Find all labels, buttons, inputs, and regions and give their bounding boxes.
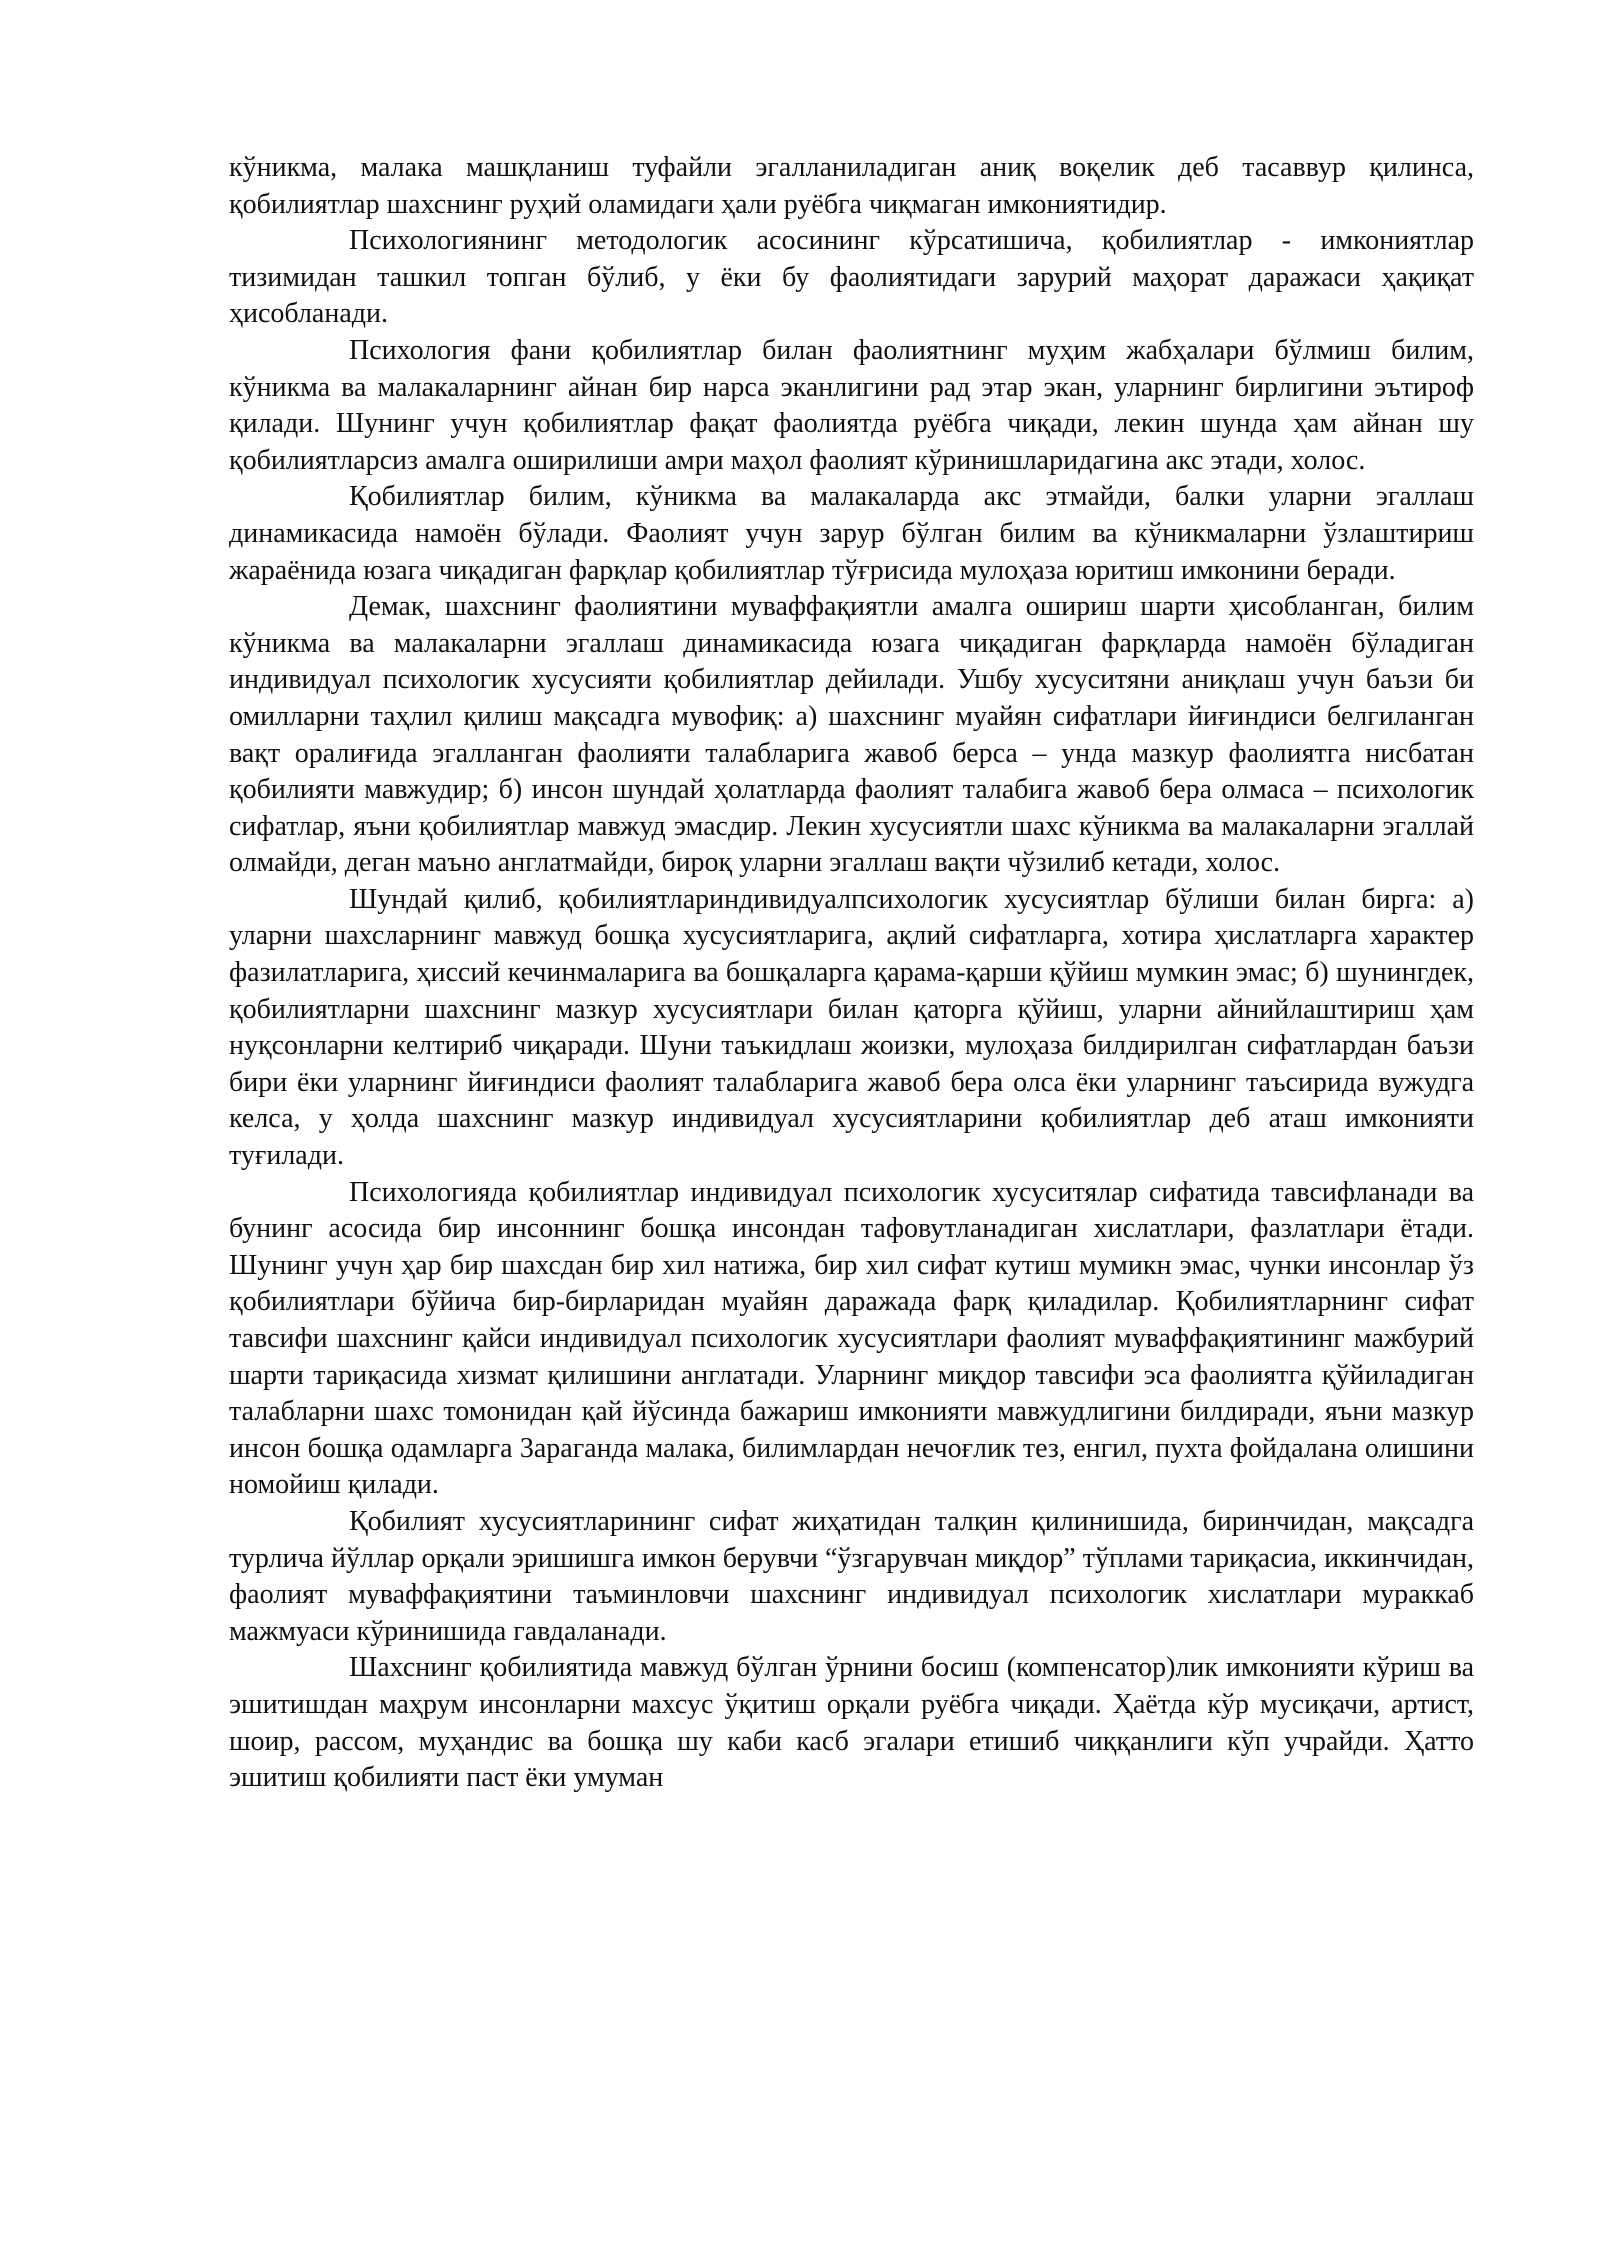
paragraph-6: Шундай қилиб, қобилиятлариндивидуалпсихологик хусусиятлар бўлиши билан бирга: а) уларни шахсларнинг мавжуд бошқа хусусиятларига, ақлий сифатларга, хотира ҳислатларга характер фазилатларига, ҳиссий кечинмаларига ва бошқаларга қарама-қарши қўйиш мумкин эмас; б) шунингдек, қобилиятларни шахснинг мазкур хусусиятлари билан қаторга қўйиш, уларни айнийлаштириш ҳам нуқсонларни келтириб чиқаради. Шуни таъкидлаш жоизки, мулоҳаза билдирилган сифатлардан баъзи бири ёки уларнинг йиғиндиси фаолият талабларига жавоб бера олса ёки уларнинг таъсирида вужудга келса, у ҳолда шахснинг мазкур индивидуал хусусиятларини қобилиятлар деб аташ имконияти туғилади. — [229, 883, 1474, 1172]
paragraph-4: Қобилиятлар билим, кўникма ва малакаларда акс этмайди, балки уларни эгаллаш динамикасида намоён бўлади. Фаолият учун зарур бўлган билим ва кўникмаларни ўзлаштириш жараёнида юзага чиқадиган фарқлар қобилиятлар тўғрисида мулоҳаза юритиш имконини беради. — [229, 481, 1474, 586]
paragraph-2: Психологиянинг методологик асосининг кўрсатишича, қобилиятлар - имкониятлар тизимидан ташкил топган бўлиб, у ёки бу фаолиятидаги зарурий маҳорат даражаси ҳақиқат ҳисобланади. — [229, 225, 1474, 330]
paragraph-9: Шахснинг қобилиятида мавжуд бўлган ўрнини босиш (компенсатор)лик имконияти кўриш ва эшитишдан маҳрум инсонларни махсус ўқитиш орқали руёбга чиқади. Ҳаётда кўр мусиқачи, артист, шоир, рассом, муҳандис ва бошқа шу каби касб эгалари етишиб чиққанлиги кўп учрайди. Ҳатто эшитиш қобилияти паст ёки умуман — [229, 1652, 1474, 1794]
paragraph-3: Психология фани қобилиятлар билан фаолиятнинг муҳим жабҳалари бўлмиш билим, кўникма ва малакаларнинг айнан бир нарса эканлигини рад этар экан, уларнинг бирлигини эътироф қилади. Шунинг учун қобилиятлар фақат фаолиятда руёбга чиқади, лекин шунда ҳам айнан шу қобилиятларсиз амалга оширилиши амри маҳол фаолият кўринишларидагина акс этади, холос. — [229, 334, 1474, 476]
paragraph-7: Психологияда қобилиятлар индивидуал психологик хусуситялар сифатида тавсифланади ва бунинг асосида бир инсоннинг бошқа инсондан тафовутланадиган хислатлари, фазлатлари ётади. Шунинг учун ҳар бир шахсдан бир хил натижа, бир хил сифат кутиш мумикн эмас, чунки инсонлар ўз қобилиятлари бўйича бир-бирларидан муайян даражада фарқ қиладилар. Қобилиятларнинг сифат тавсифи шахснинг қайси индивидуал психологик хусусиятлари фаолият муваффақиятининг мажбурий шарти тариқасида хизмат қилишини англатади. Уларнинг миқдор тавсифи эса фаолиятга қўйиладиган талабларни шахс томонидан қай йўсинда бажариш имконияти мавжудлигини билдиради, яъни мазкур инсон бошқа одамларга 3араганда малака, билимлардан нечоғлик тез, енгил, пухта фойдалана олишини номойиш қилади. — [229, 1176, 1474, 1501]
paragraph-8: Қобилият хусусиятларининг сифат жиҳатидан талқин қилинишида, биринчидан, мақсадга турлича йўллар орқали эришишга имкон берувчи “ўзгарувчан миқдор” тўплами тариқасиа, иккинчидан, фаолият муваффақиятини таъминловчи шахснинг индивидуал психологик хислатлари мураккаб мажмуаси кўринишида гавдаланади. — [229, 1505, 1474, 1647]
paragraph-1: кўникма, малака машқланиш туфайли эгалланиладиган аниқ воқелик деб тасаввур қилинса, қобилиятлар шахснинг руҳий оламидаги ҳали руёбга чиқмаган имкониятидир. — [229, 152, 1474, 220]
document-page — [229, 150, 1474, 2190]
paragraph-5: Демак, шахснинг фаолиятини муваффақиятли амалга ошириш шарти ҳисобланган, билим кўникма ва малакаларни эгаллаш динамикасида юзага чиқадиган фарқларда намоён бўладиган индивидуал психологик хусусияти қобилиятлар дейилади. Ушбу хусуситяни аниқлаш учун баъзи би омилларни таҳлил қилиш мақсадга мувофиқ: а) шахснинг муайян сифатлари йиғиндиси белгиланган вақт оралиғида эгалланган фаолияти талабларига жавоб берса – унда мазкур фаолиятга нисбатан қобилияти мавжудир; б) инсон шундай ҳолатларда фаолият талабига жавоб бера олмаса – психологик сифатлар, яъни қобилиятлар мавжуд эмасдир. Лекин хусусиятли шахс кўникма ва малакаларни эгаллай олмайди, деган маъно англатмайди, бироқ уларни эгаллаш вақти чўзилиб кетади, холос. — [229, 591, 1474, 879]
